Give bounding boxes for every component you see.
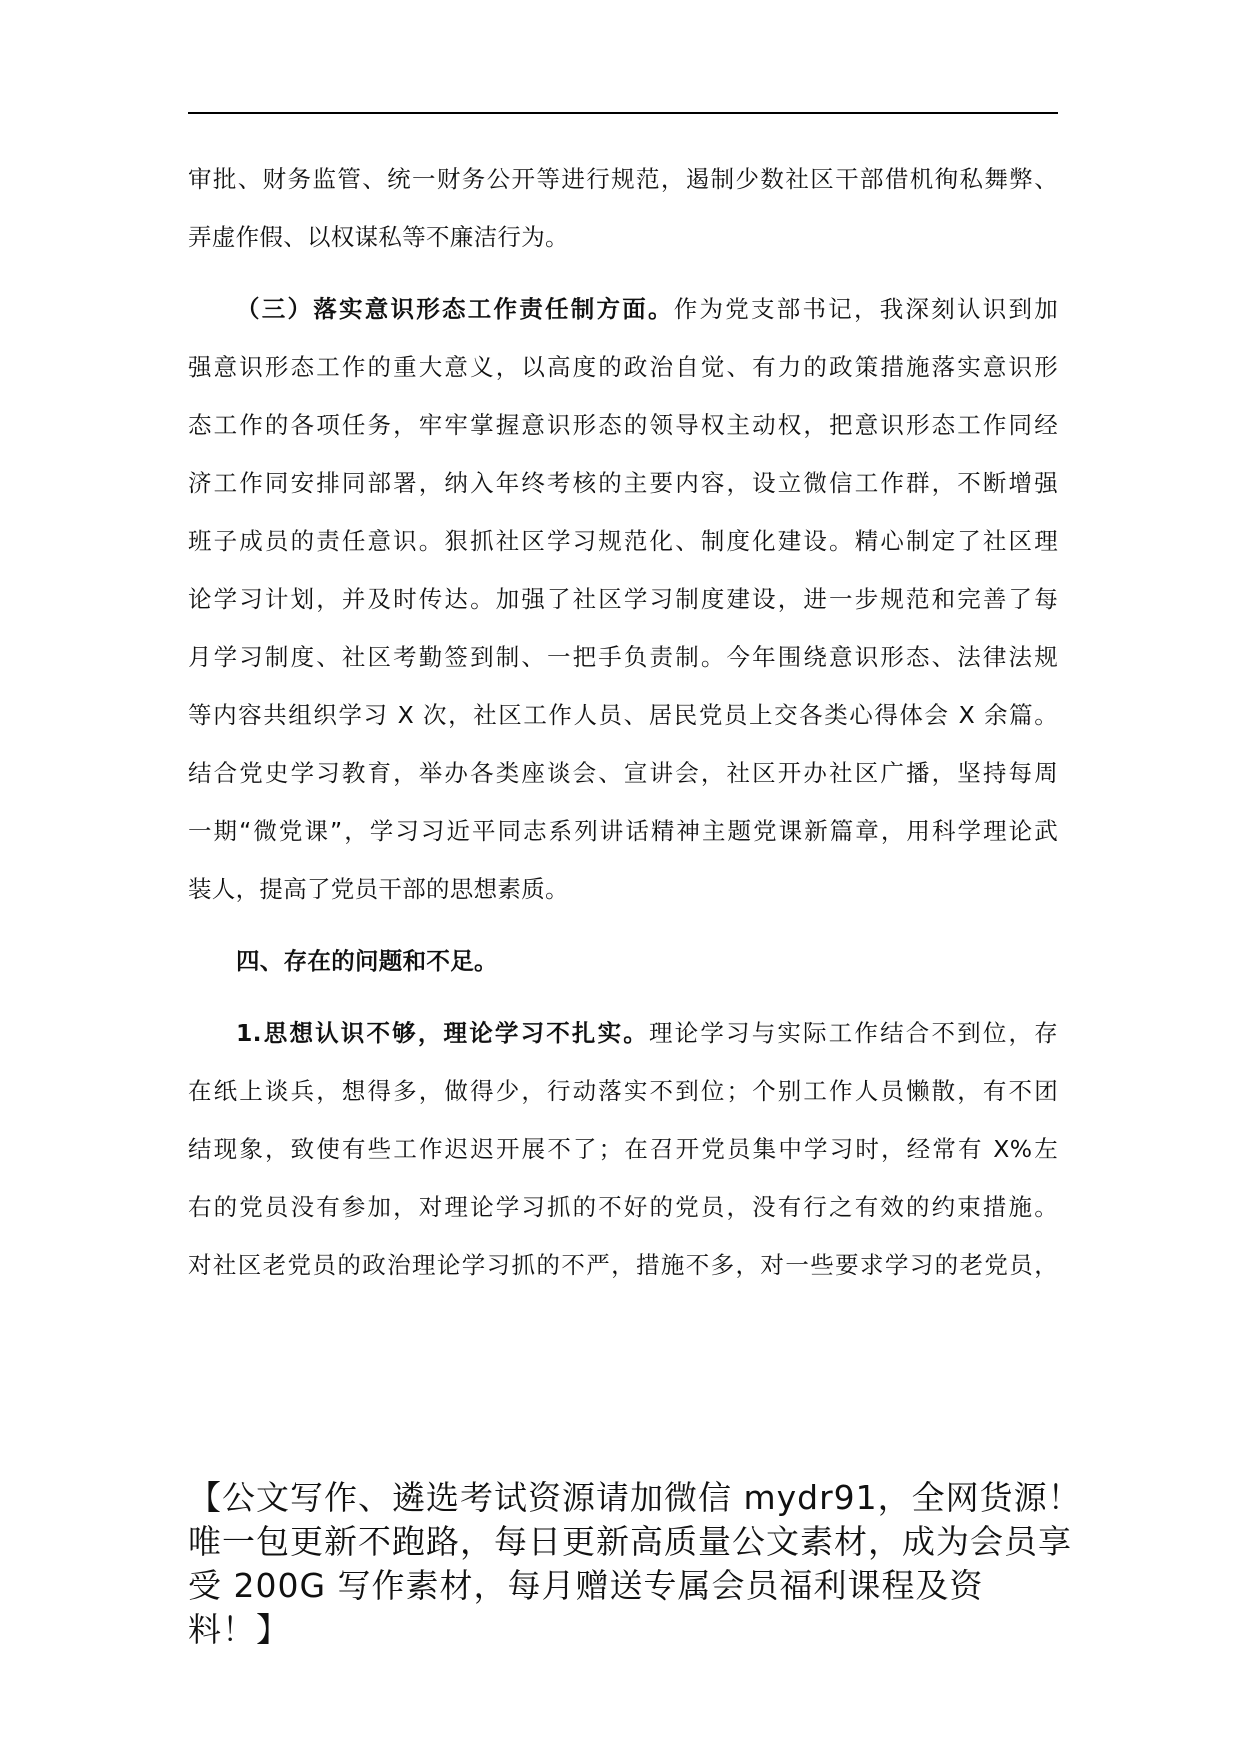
body-line: 结合党史学习教育，举办各类座谈会、宣讲会，社区开办社区广播，坚持每周	[188, 759, 1058, 787]
body-line: 济工作同安排同部署，纳入年终考核的主要内容，设立微信工作群，不断增强	[188, 469, 1058, 497]
body-line: 一期“微党课”，学习习近平同志系列讲话精神主题党课新篇章，用科学理论武	[188, 817, 1058, 845]
promo-notice	[188, 1476, 1088, 1652]
body-line: 班子成员的责任意识。狠抓社区学习规范化、制度化建设。精心制定了社区理	[188, 527, 1058, 555]
body-line: 论学习计划，并及时传达。加强了社区学习制度建设，进一步规范和完善了每	[188, 585, 1058, 613]
body-line: 装人，提高了党员干部的思想素质。	[188, 875, 569, 903]
promo-line: 料！】	[188, 1610, 290, 1649]
promo-line: 受 200G 写作素材，每月赠送专属会员福利课程及资	[188, 1566, 984, 1605]
body-line: 审批、财务监管、统一财务公开等进行规范，遏制少数社区干部借机徇私舞弊、	[188, 165, 1058, 193]
body-line: 月学习制度、社区考勤签到制、一把手负责制。今年围绕意识形态、法律法规	[188, 643, 1058, 671]
body-line: 态工作的各项任务，牢牢掌握意识形态的领导权主动权，把意识形态工作同经	[188, 411, 1058, 439]
body-line: 右的党员没有参加，对理论学习抓的不好的党员，没有行之有效的约束措施。	[188, 1193, 1058, 1221]
body-line: 结现象，致使有些工作迟迟开展不了；在召开党员集中学习时，经常有 X%左	[188, 1135, 1058, 1163]
promo-line: 【公文写作、遴选考试资源请加微信 mydr91，全网货源！	[188, 1478, 1082, 1517]
body-line: 在纸上谈兵，想得多，做得少，行动落实不到位；个别工作人员懒散，有不团	[188, 1077, 1058, 1105]
item-1-first-line-text: 理论学习与实际工作结合不到位，存	[648, 1019, 1058, 1047]
section-3-heading: （三）落实意识形态工作责任制方面。	[236, 295, 674, 323]
section-3-first-line-text: 作为党支部书记，我深刻认识到加	[673, 295, 1058, 323]
section-4-heading: 四、存在的问题和不足。	[236, 947, 498, 975]
body-line: 强意识形态工作的重大意义，以高度的政治自觉、有力的政策措施落实意识形	[188, 353, 1058, 381]
promo-line: 唯一包更新不跑路，每日更新高质量公文素材，成为会员享	[188, 1522, 1072, 1561]
item-1-heading: 1.思想认识不够，理论学习不扎实。	[236, 1019, 649, 1047]
body-line: 等内容共组织学习 X 次，社区工作人员、居民党员上交各类心得体会 X 余篇。	[188, 701, 1058, 729]
item-1-first-line	[236, 1018, 1058, 1048]
section-3-first-line	[236, 294, 1058, 324]
header-rule	[188, 112, 1058, 114]
body-line: 对社区老党员的政治理论学习抓的不严，措施不多，对一些要求学习的老党员，	[188, 1251, 1058, 1279]
body-line: 弄虚作假、以权谋私等不廉洁行为。	[188, 223, 569, 251]
